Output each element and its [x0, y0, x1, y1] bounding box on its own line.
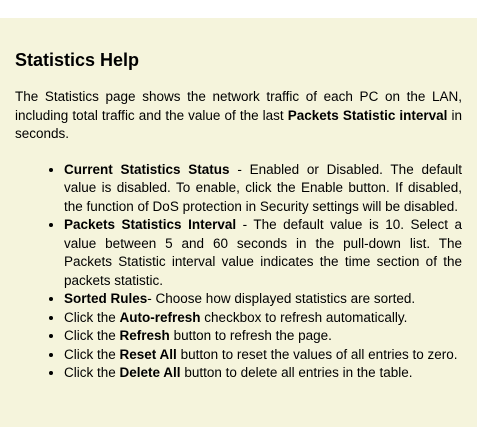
desc-auto-refresh: checkbox to refresh automatically.: [200, 309, 408, 325]
intro-text: The Statistics page shows the network traffic of each PC on the LAN, including total traffic and the value of the last: [15, 89, 462, 123]
term-current-statistics-status: Current Statistics Status: [64, 161, 230, 177]
desc-current-statistics-status: - Enabled or Disabled. The default value is disabled. To enable, click the Enable button. If disabled, the function of DoS protection in Security settings will be disabled.: [64, 161, 462, 214]
term-reset-all: Reset All: [119, 346, 177, 362]
top-band: [0, 0, 477, 18]
desc-sorted-rules: - Choose how displayed statistics are sorted.: [147, 291, 416, 306]
intro-paragraph: [15, 88, 462, 144]
help-content: [15, 47, 462, 383]
term-delete-all: Delete All: [119, 365, 181, 380]
list-item-delete-all: [64, 364, 462, 383]
intro-bold-term: Packets Statistic interval: [287, 107, 448, 123]
prefix-delete-all: Click the: [64, 365, 120, 380]
help-list: [15, 161, 462, 383]
term-auto-refresh: Auto-refresh: [119, 309, 201, 325]
prefix-auto-refresh: Click the: [64, 309, 120, 325]
list-item-sorted-rules: [64, 290, 462, 309]
list-item-refresh: [64, 327, 462, 346]
list-item-auto-refresh: [64, 309, 462, 328]
list-item-current-statistics-status: [64, 161, 462, 217]
desc-reset-all: button to reset the values of all entries to zero.: [176, 346, 458, 362]
page-title: Statistics Help: [15, 50, 140, 70]
intro-text-end: in seconds.: [15, 107, 462, 141]
prefix-refresh: Click the: [64, 328, 120, 343]
prefix-reset-all: Click the: [64, 346, 120, 362]
desc-refresh: button to refresh the page.: [169, 328, 332, 343]
term-sorted-rules: Sorted Rules: [64, 291, 148, 306]
desc-packets-statistics-interval: - The default value is 10. Select a value between 5 and 60 seconds in the pull-down list. The Packets Statistic interval value indicates the time section of the packets statistic.: [64, 217, 463, 288]
term-refresh: Refresh: [119, 328, 170, 343]
term-packets-statistics-interval: Packets Statistics Interval: [64, 217, 237, 232]
desc-delete-all: button to delete all entries in the table.: [180, 365, 413, 380]
list-item-packets-statistics-interval: [64, 216, 462, 290]
list-item-reset-all: [64, 346, 462, 365]
